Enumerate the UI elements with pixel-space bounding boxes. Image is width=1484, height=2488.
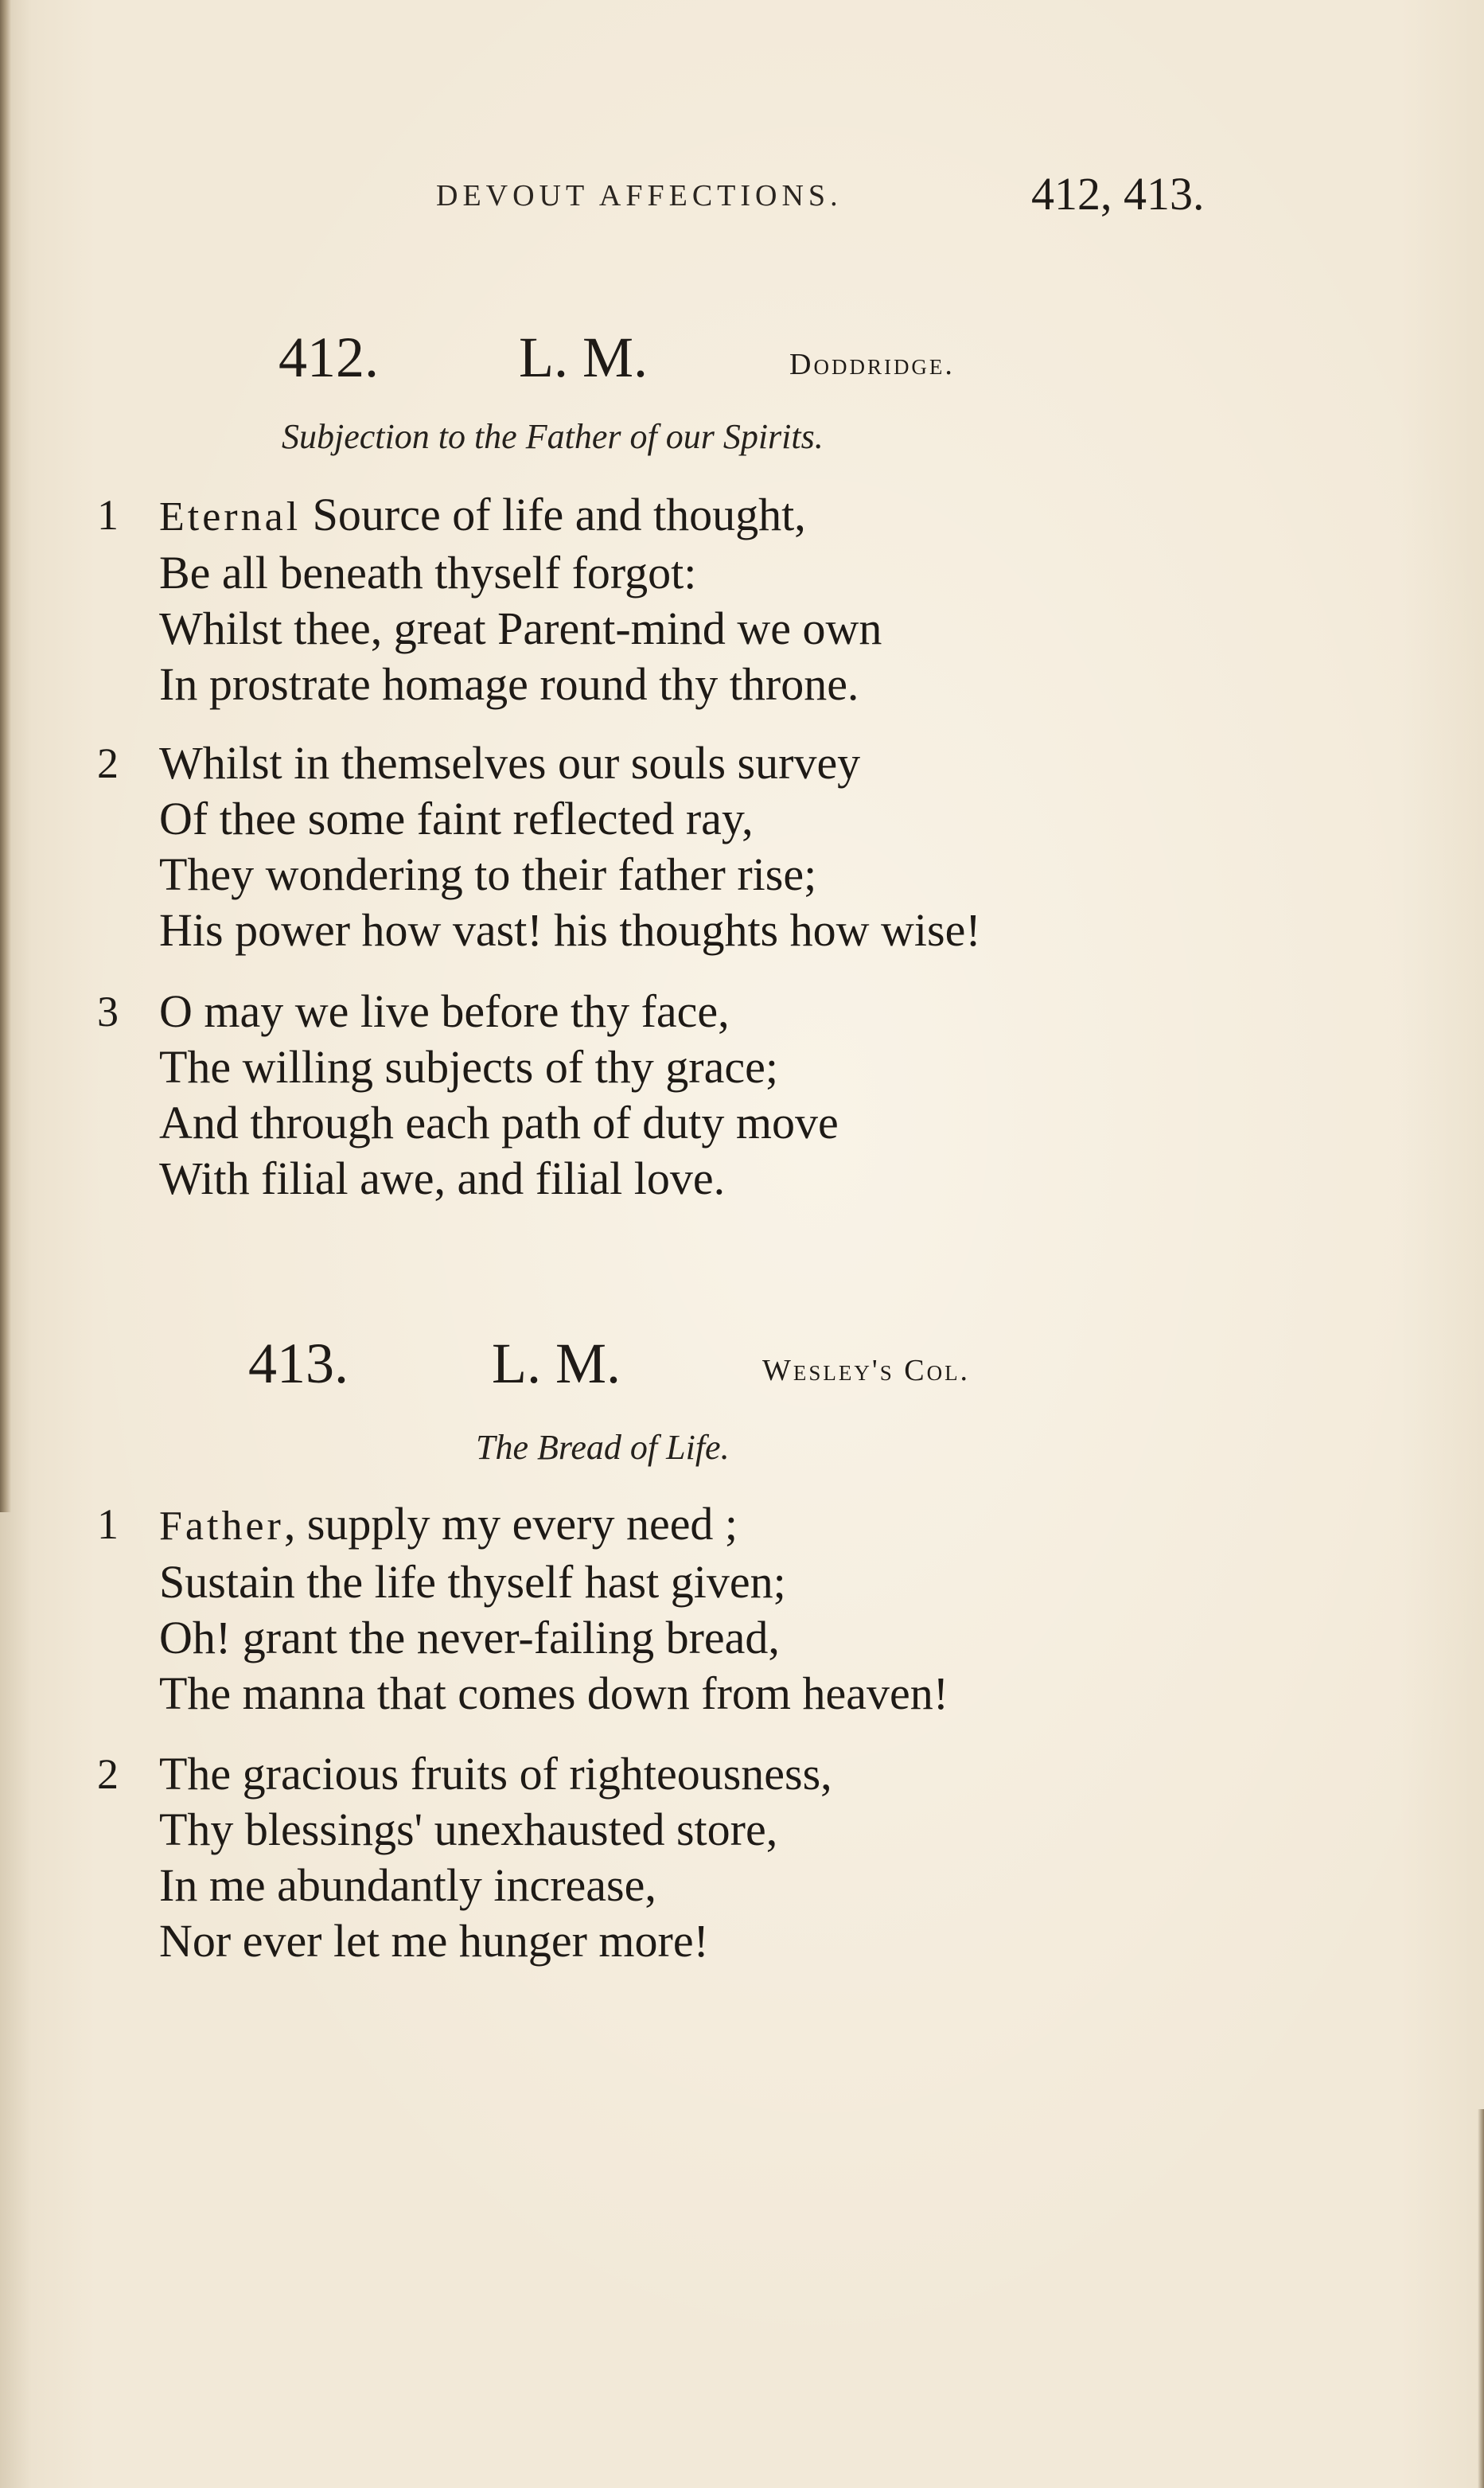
verse-line: The gracious fruits of righteousness, bbox=[159, 1748, 832, 1800]
verse-line: In prostrate homage round thy throne. bbox=[159, 658, 859, 710]
hymn-meter: L. M. bbox=[519, 326, 648, 389]
verse-line: They wondering to their father rise; bbox=[159, 848, 817, 900]
verse-line: The manna that comes down from heaven! bbox=[159, 1667, 949, 1719]
hymn-number: 412. bbox=[278, 326, 379, 389]
verse-lines bbox=[159, 1496, 1432, 1722]
verse-line: Be all beneath thyself forgot: bbox=[159, 547, 697, 599]
verse-lines bbox=[159, 984, 1432, 1207]
page-number: 412, 413. bbox=[1031, 168, 1205, 220]
verse-line: Nor ever let me hunger more! bbox=[159, 1915, 709, 1967]
verse-number: 3 bbox=[97, 988, 119, 1035]
hymn-author: Doddridge. bbox=[789, 348, 955, 381]
verse-line bbox=[159, 1496, 1432, 1554]
verse-lines bbox=[159, 1746, 1432, 1969]
hymn-header-413 bbox=[0, 1331, 1484, 1402]
verse-line: And through each path of duty move bbox=[159, 1097, 839, 1148]
verse-line: Of thee some faint reflected ray, bbox=[159, 793, 754, 844]
verse-line: O may we live before thy face, bbox=[159, 985, 730, 1037]
page-edge-shadow bbox=[1478, 2109, 1484, 2488]
page-binding-shadow bbox=[0, 0, 11, 1512]
verse-line: Whilst in themselves our souls survey bbox=[159, 737, 861, 789]
verse-line: In me abundantly increase, bbox=[159, 1859, 656, 1911]
verse-line: His power how vast! his thoughts how wise! bbox=[159, 904, 981, 956]
verse-line-text: , supply my every need ; bbox=[283, 1498, 738, 1550]
verse-number: 1 bbox=[97, 491, 119, 539]
verse-number: 2 bbox=[97, 739, 119, 787]
verse-line: The willing subjects of thy grace; bbox=[159, 1041, 778, 1093]
verse-lines bbox=[159, 487, 1432, 712]
verse-lead-caps: Eternal bbox=[159, 494, 302, 540]
hymn-subtitle: The Bread of Life. bbox=[476, 1428, 730, 1467]
verse-lines bbox=[159, 735, 1432, 958]
verse-line-text: Source of life and thought, bbox=[301, 489, 806, 540]
verse-line: Oh! grant the never-failing bread, bbox=[159, 1612, 780, 1663]
running-head bbox=[0, 167, 1484, 223]
verse-line: Whilst thee, great Parent-mind we own bbox=[159, 603, 882, 654]
verse-line: With filial awe, and filial love. bbox=[159, 1152, 726, 1204]
hymn-author: Wesley's Col. bbox=[762, 1354, 971, 1387]
hymn-header-412 bbox=[0, 325, 1484, 396]
running-title: DEVOUT AFFECTIONS. bbox=[436, 179, 843, 213]
verse-line bbox=[159, 487, 1432, 545]
hymn-number: 413. bbox=[248, 1332, 349, 1395]
hymn-subtitle: Subjection to the Father of our Spirits. bbox=[282, 417, 824, 456]
verse-line: Sustain the life thyself hast given; bbox=[159, 1556, 786, 1608]
hymn-meter: L. M. bbox=[492, 1332, 621, 1395]
verse-line: Thy blessings' unexhausted store, bbox=[159, 1804, 778, 1855]
verse-lead-caps: Father bbox=[159, 1503, 284, 1549]
verse-number: 1 bbox=[97, 1500, 119, 1548]
verse-number: 2 bbox=[97, 1750, 119, 1798]
